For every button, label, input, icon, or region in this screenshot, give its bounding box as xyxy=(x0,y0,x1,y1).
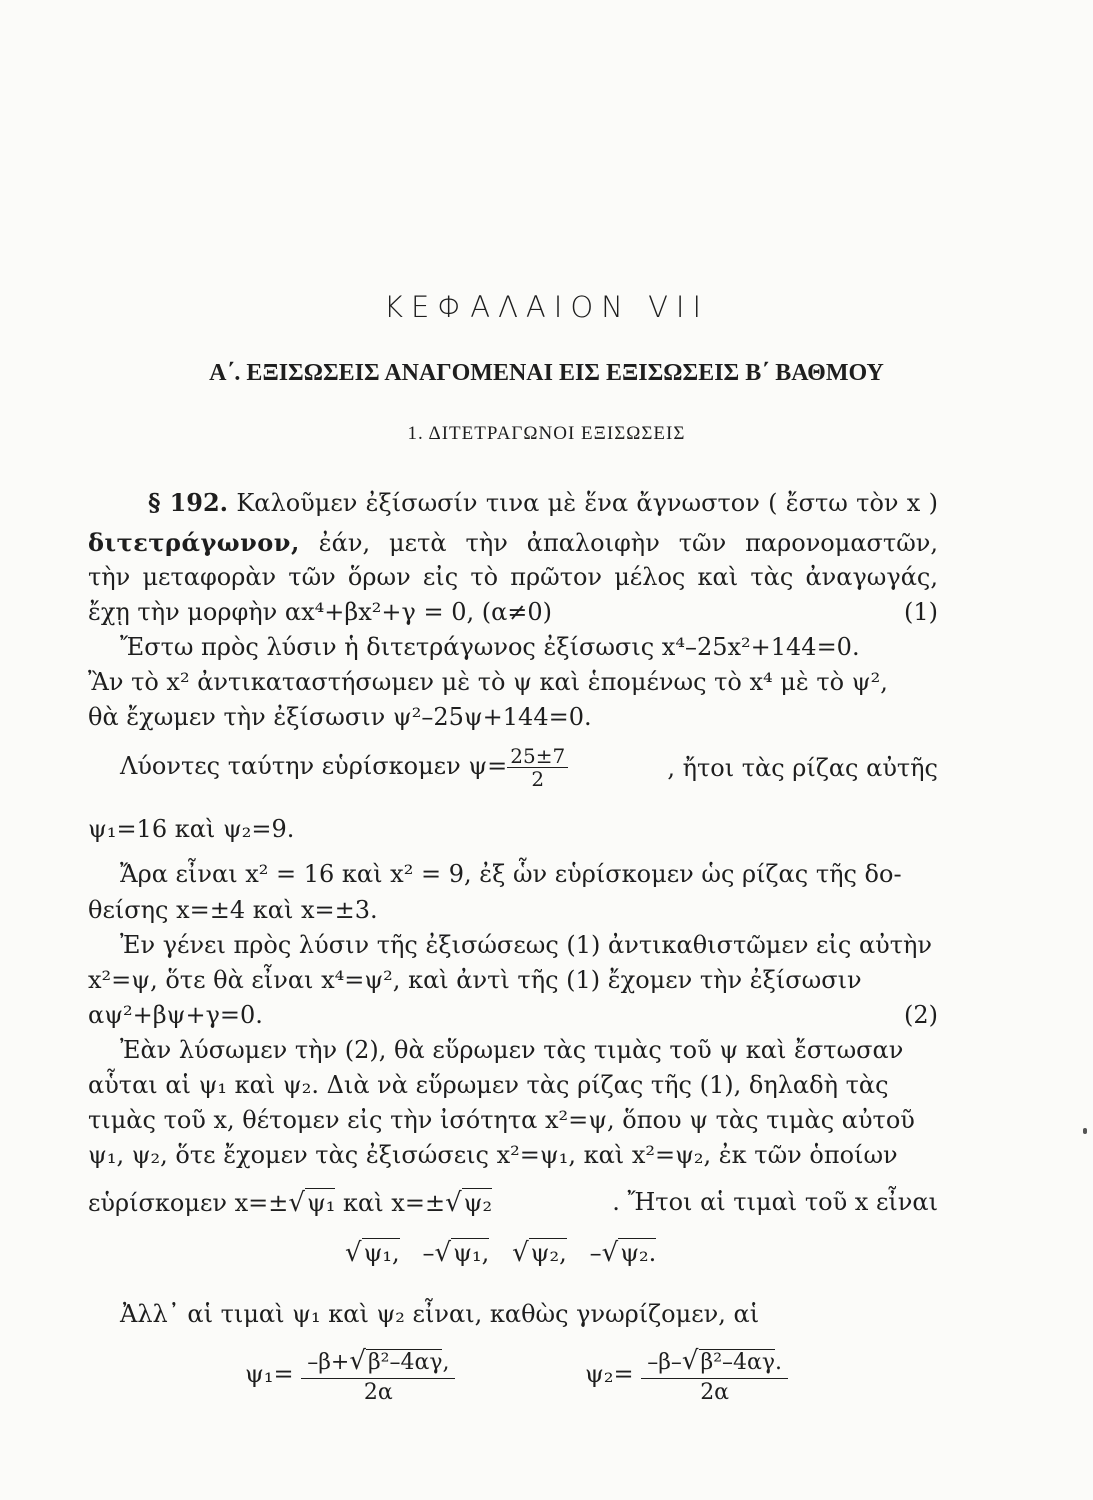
paragraph-line: ἔχῃ τὴν μορφὴν αx⁴+βx²+γ = 0, (α≠0) xyxy=(88,598,553,626)
equation-number: (1) xyxy=(904,598,938,626)
paragraph-line: θείσης x=±4 καὶ x=±3. xyxy=(88,896,378,924)
section-title: Α΄. ΕΞΙΣΩΣΕΙΣ ΑΝΑΓΟΜΕΝΑΙ ΕΙΣ ΕΞΙΣΩΣΕΙΣ Β΄ ΒΑΘΜΟΥ xyxy=(209,360,884,386)
paragraph-line: τιμὰς τοῦ x, θέτομεν εἰς τὴν ἰσότητα x²=ψ, ὅπου ψ τὰς τιμὰς αὐτοῦ xyxy=(88,1106,915,1134)
text-span: . xyxy=(775,1350,783,1375)
radical-sign: √ xyxy=(288,1188,305,1218)
radical-sign: √ xyxy=(512,1238,529,1268)
text-span: καὶ x=± xyxy=(335,1189,446,1217)
radical-sign: √ xyxy=(345,1238,362,1268)
text-span: Λύοντες ταύτην εὑρίσκομεν ψ= xyxy=(120,752,508,780)
text-span: Καλοῦμεν ἐξίσωσίν τινα μὲ ἕνα ἄγνωστον ( ἔστω τὸν x ) xyxy=(236,489,939,517)
paragraph-line: Ἀλλ᾽ αἱ τιμαὶ ψ₁ καὶ ψ₂ εἶναι, καθὼς γνωρίζομεν, αἱ xyxy=(120,1300,760,1328)
section-number: § 192. xyxy=(148,488,229,517)
paragraph-line: Ἄρα εἶναι x² = 16 καὶ x² = 9, ἐξ ὧν εὑρίσκομεν ὡς ρίζας τῆς δο- xyxy=(120,860,902,888)
radical-sign: √ xyxy=(681,1346,699,1376)
paragraph-line: x²=ψ, ὅτε θὰ εἶναι x⁴=ψ², καὶ ἀντὶ τῆς (1) ἔχομεν τὴν ἐξίσωσιν xyxy=(88,966,862,994)
paragraph-line: αὗται αἱ ψ₁ καὶ ψ₂. Διὰ νὰ εὕρωμεν τὰς ρίζας τῆς (1), δηλαδὴ τὰς xyxy=(88,1071,889,1099)
root-value: ψ₂. xyxy=(620,1239,657,1267)
fraction-numerator xyxy=(641,1345,788,1379)
roots-list: √ψ₁, –√ψ₁, √ψ₂, –√ψ₂. xyxy=(345,1238,657,1268)
radical-sign: √ xyxy=(601,1238,619,1268)
equation-number: (2) xyxy=(904,1001,938,1029)
fraction-denominator: 2 xyxy=(531,767,545,791)
scan-speck xyxy=(1083,1128,1087,1134)
text-span: , ἤτοι τὰς ρίζας αὐτῆς xyxy=(667,753,938,782)
fraction xyxy=(301,1345,455,1406)
text-span: εὑρίσκομεν x=± xyxy=(88,1189,289,1217)
fraction-denominator: 2α xyxy=(700,1379,730,1405)
chapter-title: ΚΕΦΑΛΑΙΟΝ VII xyxy=(383,290,710,324)
paragraph-line xyxy=(148,488,938,517)
text-span xyxy=(88,1188,492,1218)
formula-psi2 xyxy=(585,1345,788,1406)
radical-sign: √ xyxy=(349,1346,366,1376)
paragraph-line: Ἐὰν λύσωμεν τὴν (2), θὰ εὕρωμεν τὰς τιμὰς τοῦ ψ καὶ ἔστωσαν xyxy=(120,1036,904,1064)
text-span: ἐάν, μετὰ τὴν ἀπαλοιφὴν τῶν παρονομαστῶν, xyxy=(318,529,938,557)
text-span xyxy=(120,745,568,790)
formula-psi1 xyxy=(245,1345,455,1406)
radicand: ψ₂ xyxy=(463,1189,493,1217)
fraction-numerator: 25±7 xyxy=(507,745,568,768)
fraction-denominator: 2α xyxy=(363,1379,393,1405)
paragraph-line: Ἐν γένει πρὸς λύσιν τῆς ἐξισώσεως (1) ἀντικαθιστῶμεν εἰς αὐτὴν xyxy=(120,931,933,959)
paragraph-line: ψ₁, ψ₂, ὅτε ἔχομεν τὰς ἐξισώσεις x²=ψ₁, καὶ x²=ψ₂, ἐκ τῶν ὁποίων xyxy=(88,1141,898,1169)
paragraph-line xyxy=(120,745,938,790)
text-span: . Ἤτοι αἱ τιμαὶ τοῦ x εἶναι xyxy=(612,1188,938,1216)
text-span: –β+ xyxy=(307,1350,350,1375)
paragraph-line: τὴν μεταφορὰν τῶν ὅρων εἰς τὸ πρῶτον μέλος καὶ τὰς ἀναγωγάς, xyxy=(88,563,938,591)
radical-sign: √ xyxy=(445,1188,462,1218)
text-span: , xyxy=(442,1350,450,1375)
paragraph-line: Ἔστω πρὸς λύσιν ἡ διτετράγωνος ἐξίσωσις x⁴–25x²+144=0. xyxy=(120,633,860,661)
root-value: ψ₁, xyxy=(363,1239,400,1267)
fraction-numerator xyxy=(301,1345,455,1379)
paragraph-line xyxy=(88,1188,938,1218)
formula-lhs: ψ₁= xyxy=(245,1360,294,1388)
paragraph-line: θὰ ἔχωμεν τὴν ἐξίσωσιν ψ²–25ψ+144=0. xyxy=(88,703,592,731)
radical-sign: √ xyxy=(434,1238,452,1268)
radicand: β²–4αγ xyxy=(367,1350,443,1375)
root-value: ψ₂, xyxy=(530,1239,567,1267)
subsection-title: 1. ΔΙΤΕΤΡΑΓΩΝΟΙ ΕΞΙΣΩΣΕΙΣ xyxy=(407,423,686,444)
paragraph-line: Ἂν τὸ x² ἀντικαταστήσωμεν μὲ τὸ ψ καὶ ἑπομένως τὸ x⁴ μὲ τὸ ψ², xyxy=(88,668,888,696)
fraction xyxy=(641,1345,788,1406)
radicand: ψ₁ xyxy=(306,1189,336,1217)
text-span: –β– xyxy=(647,1350,682,1375)
paragraph-line: αψ²+βψ+γ=0. xyxy=(88,1001,263,1029)
fraction xyxy=(507,745,568,790)
defined-term: διτετράγωνον, xyxy=(88,528,300,557)
paragraph-line: ψ₁=16 καὶ ψ₂=9. xyxy=(88,815,295,843)
root-value: ψ₁, xyxy=(453,1239,490,1267)
formula-lhs: ψ₂= xyxy=(585,1360,634,1388)
paragraph-line xyxy=(88,528,938,557)
radicand: β²–4αγ xyxy=(700,1350,776,1375)
